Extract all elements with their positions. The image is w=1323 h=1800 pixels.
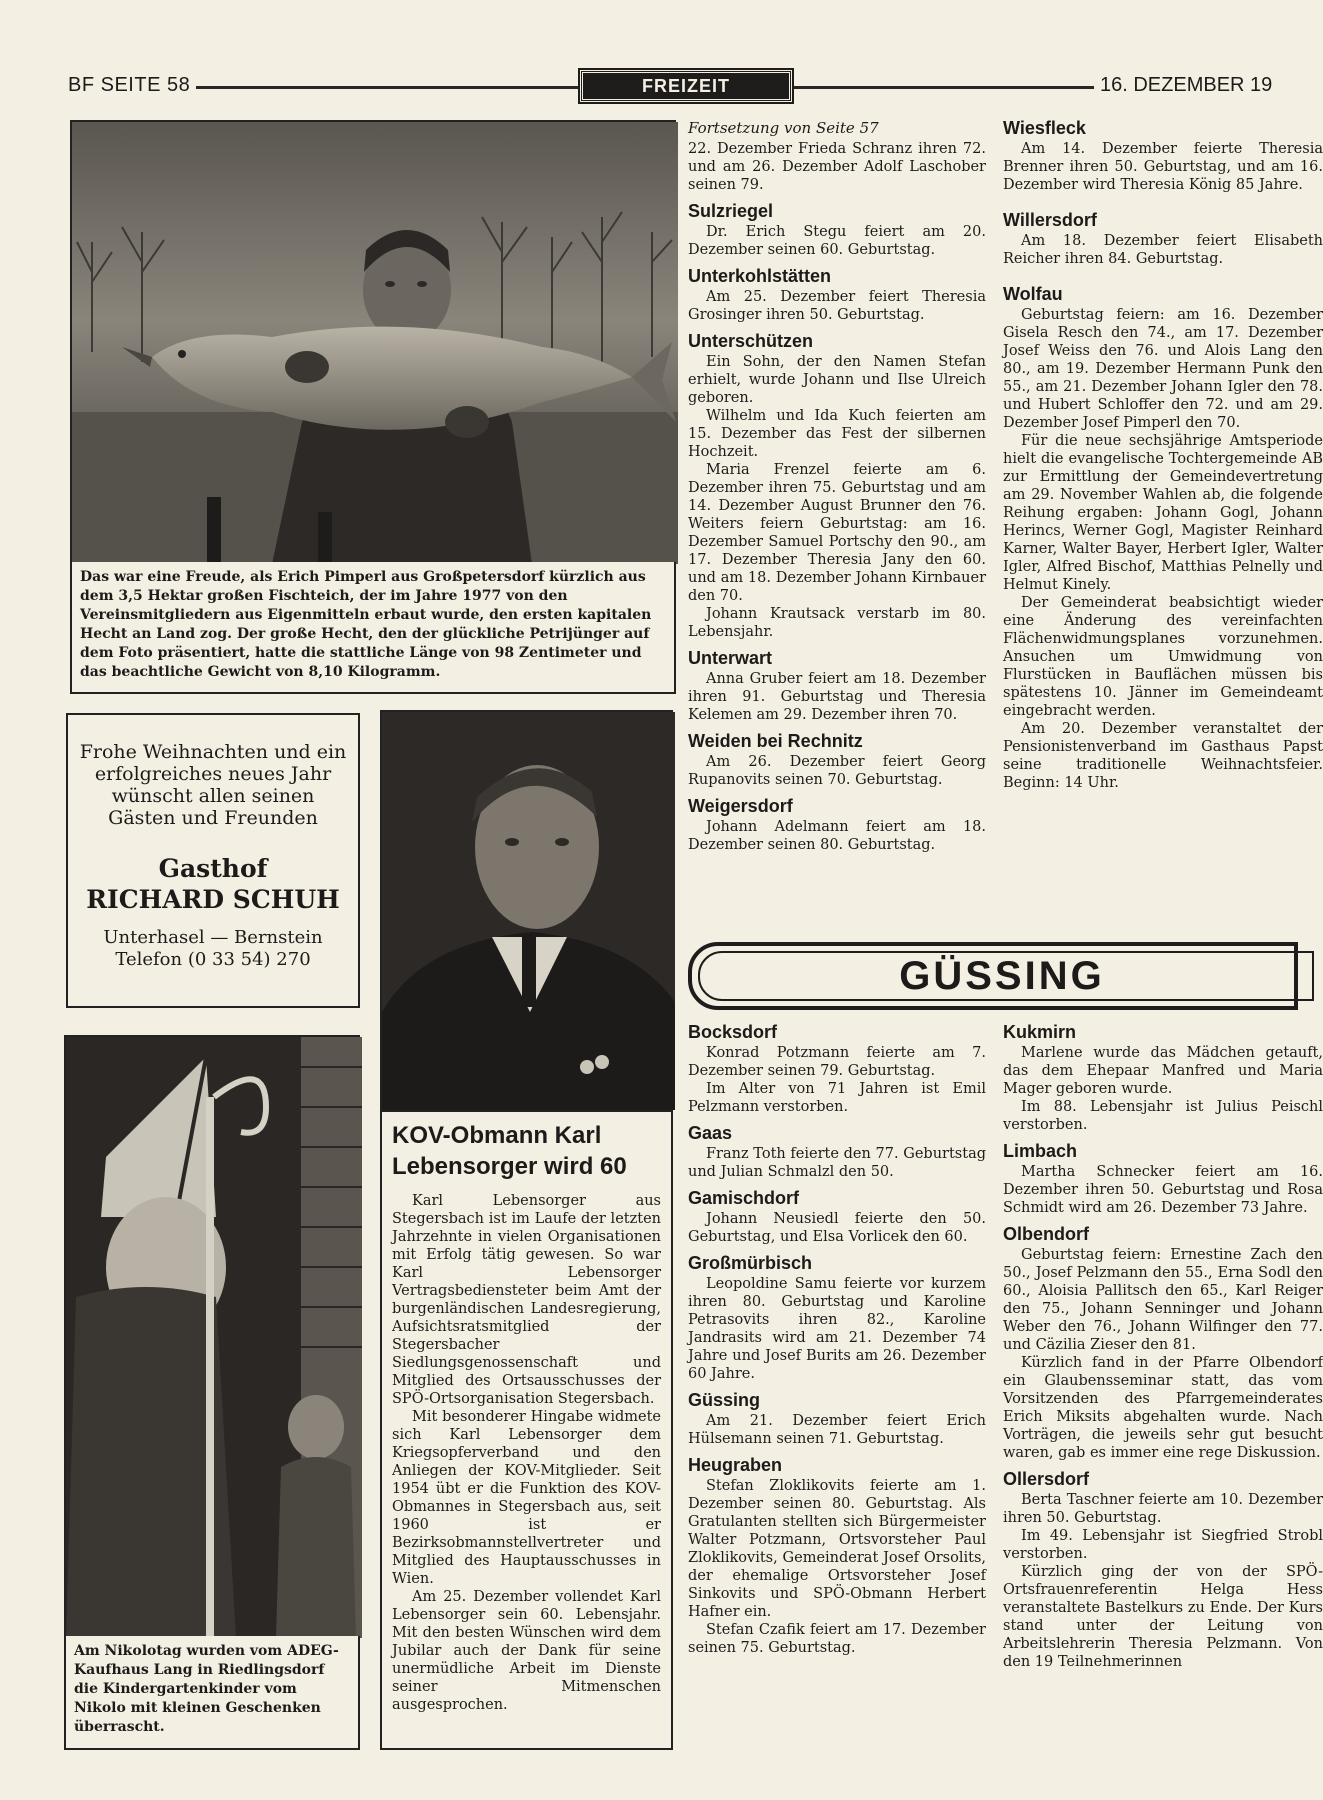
ad-gasthof-schuh bbox=[66, 713, 360, 1008]
news-paragraph: Am 18. Dezember feiert Elisabeth Reicher ihren 84. Geburtstag. bbox=[1003, 233, 1323, 267]
news-paragraph: Am 26. Dezember feiert Georg Rupanovits seinen 70. Geburtstag. bbox=[688, 754, 986, 788]
feature-paragraph: Karl Lebensorger aus Stegersbach ist im Laufe der letzten Jahrzehnte in vielen Organisationen mit Erfolg tätig gewesen. So war Karl Lebensorger Vertragsbediensteter beim Amt der burgenländischen Landesregierung, Aufsichtsratsmitglied der Stegersbacher Siedlungsgenossenschaft und Mitglied des Ortsausschusses der SPÖ-Ortsorganisation Stegersbach. bbox=[392, 1193, 661, 1407]
feature-headline: KOV-Obmann Karl Lebensorger wird 60 bbox=[392, 1122, 627, 1180]
news-paragraph: Johann Krautsack verstarb im 80. Lebensjahr. bbox=[688, 606, 986, 640]
news-paragraph: Im Alter von 71 Jahren ist Emil Pelzmann verstorben. bbox=[688, 1081, 986, 1115]
column-guessing-left bbox=[688, 1020, 986, 1760]
place-heading: Weiden bei Rechnitz bbox=[688, 731, 863, 751]
place-heading: Olbendorf bbox=[1003, 1224, 1089, 1244]
news-paragraph: Am 21. Dezember feiert Erich Hülsemann seinen 71. Geburtstag. bbox=[688, 1413, 986, 1447]
ad-business-name bbox=[68, 853, 358, 915]
ad-address: Unterhasel — Bernstein bbox=[103, 927, 323, 948]
place-heading: Sulzriegel bbox=[688, 201, 774, 221]
news-paragraph: Maria Frenzel feierte am 6. Dezember ihren 75. Geburtstag und am 14. Dezember August Brunner den 76. Weiters feiern Geburtstag: am 16. Dezember Samuel Portschy den 90., am 17. Dezember Theresia Jany den 60. und am 18. Dezember Johann Kirnbauer den 70. bbox=[688, 462, 986, 604]
place-heading: Wiesfleck bbox=[1003, 118, 1086, 138]
news-paragraph: Kürzlich fand in der Pfarre Olbendorf ein Glaubensseminar statt, das vom Vorsitzenden des Pfarrgemeinderates Erich Miksits abgehalten wurde. Nach Vorträgen, die jeweils sehr gut besucht waren, gab es immer eine rege Diskussion. bbox=[1003, 1355, 1323, 1461]
issue-date: 16. DEZEMBER 19 bbox=[1100, 74, 1273, 96]
news-paragraph: Stefan Czafik feiert am 17. Dezember seinen 75. Geburtstag. bbox=[688, 1622, 986, 1656]
news-paragraph: Konrad Potzmann feierte am 7. Dezember seinen 79. Geburtstag. bbox=[688, 1045, 986, 1079]
place-heading: Unterschützen bbox=[688, 331, 814, 351]
place-heading: Ollersdorf bbox=[1003, 1469, 1090, 1489]
feature-article-lebensorger bbox=[380, 710, 673, 1750]
column-middle bbox=[688, 118, 986, 918]
place-heading: Unterwart bbox=[688, 648, 773, 668]
feature-body bbox=[392, 1192, 661, 1714]
news-paragraph: Wilhelm und Ida Kuch feierten am 15. Dezember das Fest der silbernen Hochzeit. bbox=[688, 408, 986, 460]
news-paragraph: Stefan Zloklikovits feierte am 1. Dezember seinen 80. Geburtstag. Als Gratulanten stellten sich Bürgermeister Walter Potzmann, Ortsvorsteher Paul Zloklikovits, Gemeinderat Josef Orsolits, der ehemalige Ortsvorsteher Josef Sinkovits und SPÖ-Obmann Herbert Hafner ein. bbox=[688, 1478, 986, 1620]
news-paragraph: Am 20. Dezember veranstaltet der Pensionistenverband im Gasthaus Papst seine traditionelle Weihnachtsfeier. Beginn: 14 Uhr. bbox=[1003, 721, 1323, 791]
photo-fisherman-image bbox=[72, 122, 678, 564]
place-heading: Bocksdorf bbox=[688, 1022, 778, 1042]
place-heading: Kukmirn bbox=[1003, 1022, 1077, 1042]
news-paragraph: Geburtstag feiern: Ernestine Zach den 50., Josef Pelzmann den 55., Erna Sodl den 60., Aloisia Pallitsch den 65., Karl Reiger den 75., Johann Senninger und Johann Weber den 76., Johann Wilfinger den 77. und Cäzilia Zieser den 81. bbox=[1003, 1247, 1323, 1353]
photo-fisherman-caption: Das war eine Freude, als Erich Pimperl aus Großpetersdorf kürzlich aus dem 3,5 Hektar großen Fischteich, der im Jahre 1977 von den Vereinsmitgliedern aus Eigenmitteln erbaut wurde, den ersten kapitalen Hecht an Land zog. Der große Hecht, den der glückliche Petrijünger auf dem Foto präsentiert, hatte die stattliche Länge von 98 Zentimeter und das beachtliche Gewicht von 8,10 Kilogramm. bbox=[70, 562, 676, 694]
news-paragraph: Martha Schnecker feiert am 16. Dezember ihren 50. Geburtstag und Rosa Schmidt wird am 26. Dezember 73 Jahre. bbox=[1003, 1164, 1323, 1216]
place-heading: Willersdorf bbox=[1003, 210, 1097, 230]
feature-paragraph: Mit besonderer Hingabe widmete sich Karl Lebensorger dem Kriegsopferverband und den Anliegen der KOV-Mitglieder. Seit 1954 übt er die Funktion des KOV-Obmannes in Stegersbach aus, seit 1960 ist er Bezirksobmannstellvertreter und Mitglied des Hauptausschusses in Wien. bbox=[392, 1409, 661, 1587]
news-paragraph: Marlene wurde das Mädchen getauft, das dem Ehepaar Manfred und Maria Mager geboren wurde. bbox=[1003, 1045, 1323, 1097]
news-paragraph: Für die neue sechsjährige Amtsperiode hielt die evangelische Tochtergemeinde AB zur Ermittlung der Gemeindevertretung am 29. November Wahlen ab, die folgende Reihung ergaben: Johann Gogl, Johann Herincs, Werner Gogl, Magister Reinhard Karner, Walter Bayer, Herbert Igler, Walter Igler, Alfred Bischof, Matthias Pelnelly und Helmut Kinely. bbox=[1003, 433, 1323, 593]
news-paragraph: Im 88. Lebensjahr ist Julius Peischl verstorben. bbox=[1003, 1099, 1323, 1133]
photo-nikolo-image bbox=[66, 1037, 362, 1638]
photo-fisherman-pike bbox=[70, 120, 676, 562]
column-guessing-right bbox=[1003, 1020, 1323, 1760]
news-paragraph: Ein Sohn, der den Namen Stefan erhielt, wurde Johann und Ilse Ulreich geboren. bbox=[688, 354, 986, 406]
news-paragraph: Leopoldine Samu feierte vor kurzem ihren 80. Geburtstag und Karoline Petrasovits ihren 82., Karoline Jandrasits wird am 21. Dezember 74 Jahre und Josef Burits am 26. Dezember 60 Jahre. bbox=[688, 1276, 986, 1382]
photo-nikolo-caption: Am Nikolotag wurden vom ADEG-Kaufhaus Lang in Riedlingsdorf die Kindergartenkinder vom Nikolo mit kleinen Geschenken überrascht. bbox=[64, 1636, 360, 1750]
continuation-note: Fortsetzung von Seite 57 bbox=[688, 119, 879, 137]
feature-text-block bbox=[382, 1110, 671, 1722]
place-heading: Heugraben bbox=[688, 1455, 783, 1475]
section-label: FREIZEIT bbox=[580, 70, 792, 102]
portrait-photo bbox=[382, 712, 675, 1110]
news-paragraph: Der Gemeinderat beabsichtigt wieder eine Änderung des vereinfachten Flächenwidmungsplanes vorzunehmen. Ansuchen um Umwidmung von Flurstücken in Bauflächen müssen bis spätestens 10. Jänner im Gemeindeamt eingebracht werden. bbox=[1003, 595, 1323, 719]
news-paragraph: Anna Gruber feiert am 18. Dezember ihren 91. Geburtstag und Theresia Kelemen am 29. Dezember ihren 70. bbox=[688, 671, 986, 723]
news-paragraph: Am 25. Dezember feiert Theresia Grosinger ihren 50. Geburtstag. bbox=[688, 289, 986, 323]
district-banner bbox=[688, 942, 1298, 1010]
news-paragraph: Johann Neusiedl feierte den 50. Geburtstag, und Elsa Vorlicek den 60. bbox=[688, 1211, 986, 1245]
ad-phone: Telefon (0 33 54) 270 bbox=[115, 949, 311, 970]
continuation-text: 22. Dezember Frieda Schranz ihren 72. und am 26. Dezember Adolf Laschober seinen 79. bbox=[688, 141, 986, 193]
page-number: BF SEITE 58 bbox=[68, 74, 191, 96]
header-rule-right bbox=[794, 86, 1094, 89]
ad-greeting: Frohe Weihnachten und ein erfolgreiches neues Jahr wünscht allen seinen Gästen und Freunden bbox=[79, 741, 347, 829]
news-paragraph: Geburtstag feiern: am 16. Dezember Gisela Resch den 74., am 17. Dezember Josef Weiss den 76. und Alois Lang den 80., am 19. Dezember Hermann Punk den 55., am 21. Dezember Johann Igler den 78. und Hubert Schloffer den 72. und am 29. Dezember Josef Pimperl den 70. bbox=[1003, 307, 1323, 431]
news-paragraph: Im 49. Lebensjahr ist Siegfried Strobl verstorben. bbox=[1003, 1528, 1323, 1562]
news-paragraph: Johann Adelmann feiert am 18. Dezember seinen 80. Geburtstag. bbox=[688, 819, 986, 853]
feature-paragraph: Am 25. Dezember vollendet Karl Lebensorger sein 60. Lebensjahr. Mit den besten Wünschen wird dem Jubilar auch der Dank für seine unermüdliche Arbeit im Dienste seiner Mitmenschen ausgesprochen. bbox=[392, 1589, 661, 1713]
photo-nikolo bbox=[64, 1035, 360, 1636]
news-paragraph: Dr. Erich Stegu feiert am 20. Dezember seinen 60. Geburtstag. bbox=[688, 224, 986, 258]
place-heading: Gaas bbox=[688, 1123, 733, 1143]
place-heading: Gamischdorf bbox=[688, 1188, 800, 1208]
banner-title: GÜSSING bbox=[899, 954, 1105, 998]
column-right-top bbox=[1003, 116, 1323, 924]
news-paragraph: Kürzlich ging der von der SPÖ-Ortsfrauenreferentin Helga Hess veranstaltete Bastelkurs zu Ende. Der Kurs stand unter der Leitung von Arbeitslehrerin Theresia Pelzmann. Von den 19 Teilnehmerinnen bbox=[1003, 1564, 1323, 1670]
news-paragraph: Franz Toth feierte den 77. Geburtstag und Julian Schmalzl den 50. bbox=[688, 1146, 986, 1180]
place-heading: Großmürbisch bbox=[688, 1253, 813, 1273]
news-paragraph: Am 14. Dezember feierte Theresia Brenner ihren 50. Geburtstag, und am 16. Dezember wird Theresia König 85 Jahre. bbox=[1003, 141, 1323, 193]
header-rule-left bbox=[196, 86, 580, 89]
place-heading: Güssing bbox=[688, 1390, 761, 1410]
news-paragraph: Berta Taschner feierte am 10. Dezember ihren 50. Geburtstag. bbox=[1003, 1492, 1323, 1526]
ad-name-line2: RICHARD SCHUH bbox=[86, 885, 340, 914]
place-heading: Unterkohlstätten bbox=[688, 266, 832, 286]
place-heading: Wolfau bbox=[1003, 284, 1063, 304]
place-heading: Weigersdorf bbox=[688, 796, 793, 816]
ad-name-line1: Gasthof bbox=[158, 854, 268, 883]
place-heading: Limbach bbox=[1003, 1141, 1078, 1161]
